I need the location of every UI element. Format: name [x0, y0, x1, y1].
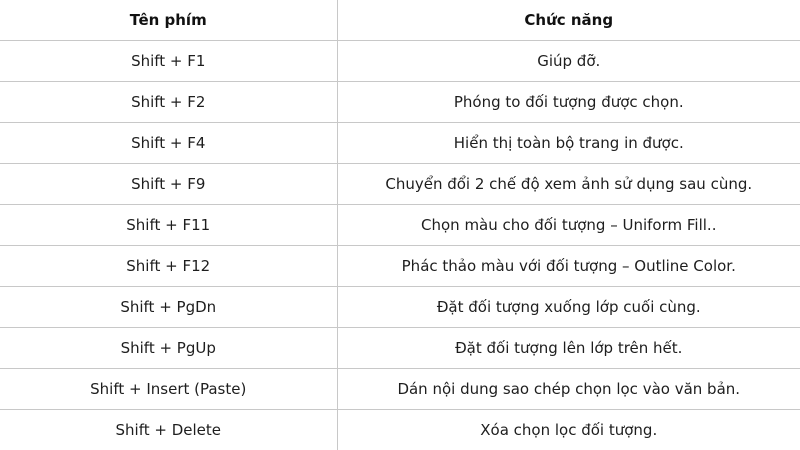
function-cell: Phác thảo màu với đối tượng – Outline Color.: [337, 246, 800, 287]
function-cell: Xóa chọn lọc đối tượng.: [337, 410, 800, 450]
key-cell: Shift + F2: [0, 82, 337, 123]
function-cell: Đặt đối tượng lên lớp trên hết.: [337, 328, 800, 369]
table-row: [0, 369, 800, 410]
header-key-name: Tên phím: [0, 0, 337, 41]
table-row: [0, 41, 800, 82]
key-cell: Shift + F11: [0, 205, 337, 246]
key-cell: Shift + PgDn: [0, 287, 337, 328]
table-row: [0, 328, 800, 369]
table-row: [0, 246, 800, 287]
key-cell: Shift + Delete: [0, 410, 337, 450]
key-cell: Shift + F4: [0, 123, 337, 164]
function-cell: Chọn màu cho đối tượng – Uniform Fill..: [337, 205, 800, 246]
header-function: Chức năng: [337, 0, 800, 41]
key-cell: Shift + PgUp: [0, 328, 337, 369]
key-cell: Shift + F9: [0, 164, 337, 205]
function-cell: Chuyển đổi 2 chế độ xem ảnh sử dụng sau cùng.: [337, 164, 800, 205]
function-cell: Giúp đỡ.: [337, 41, 800, 82]
table-header-row: [0, 0, 800, 41]
table-row: [0, 123, 800, 164]
key-cell: Shift + F12: [0, 246, 337, 287]
function-cell: Dán nội dung sao chép chọn lọc vào văn bản.: [337, 369, 800, 410]
key-cell: Shift + F1: [0, 41, 337, 82]
table-row: [0, 410, 800, 450]
table-row: [0, 205, 800, 246]
table-row: [0, 287, 800, 328]
table-row: [0, 164, 800, 205]
key-cell: Shift + Insert (Paste): [0, 369, 337, 410]
table-row: [0, 82, 800, 123]
function-cell: Phóng to đối tượng được chọn.: [337, 82, 800, 123]
function-cell: Hiển thị toàn bộ trang in được.: [337, 123, 800, 164]
function-cell: Đặt đối tượng xuống lớp cuối cùng.: [337, 287, 800, 328]
